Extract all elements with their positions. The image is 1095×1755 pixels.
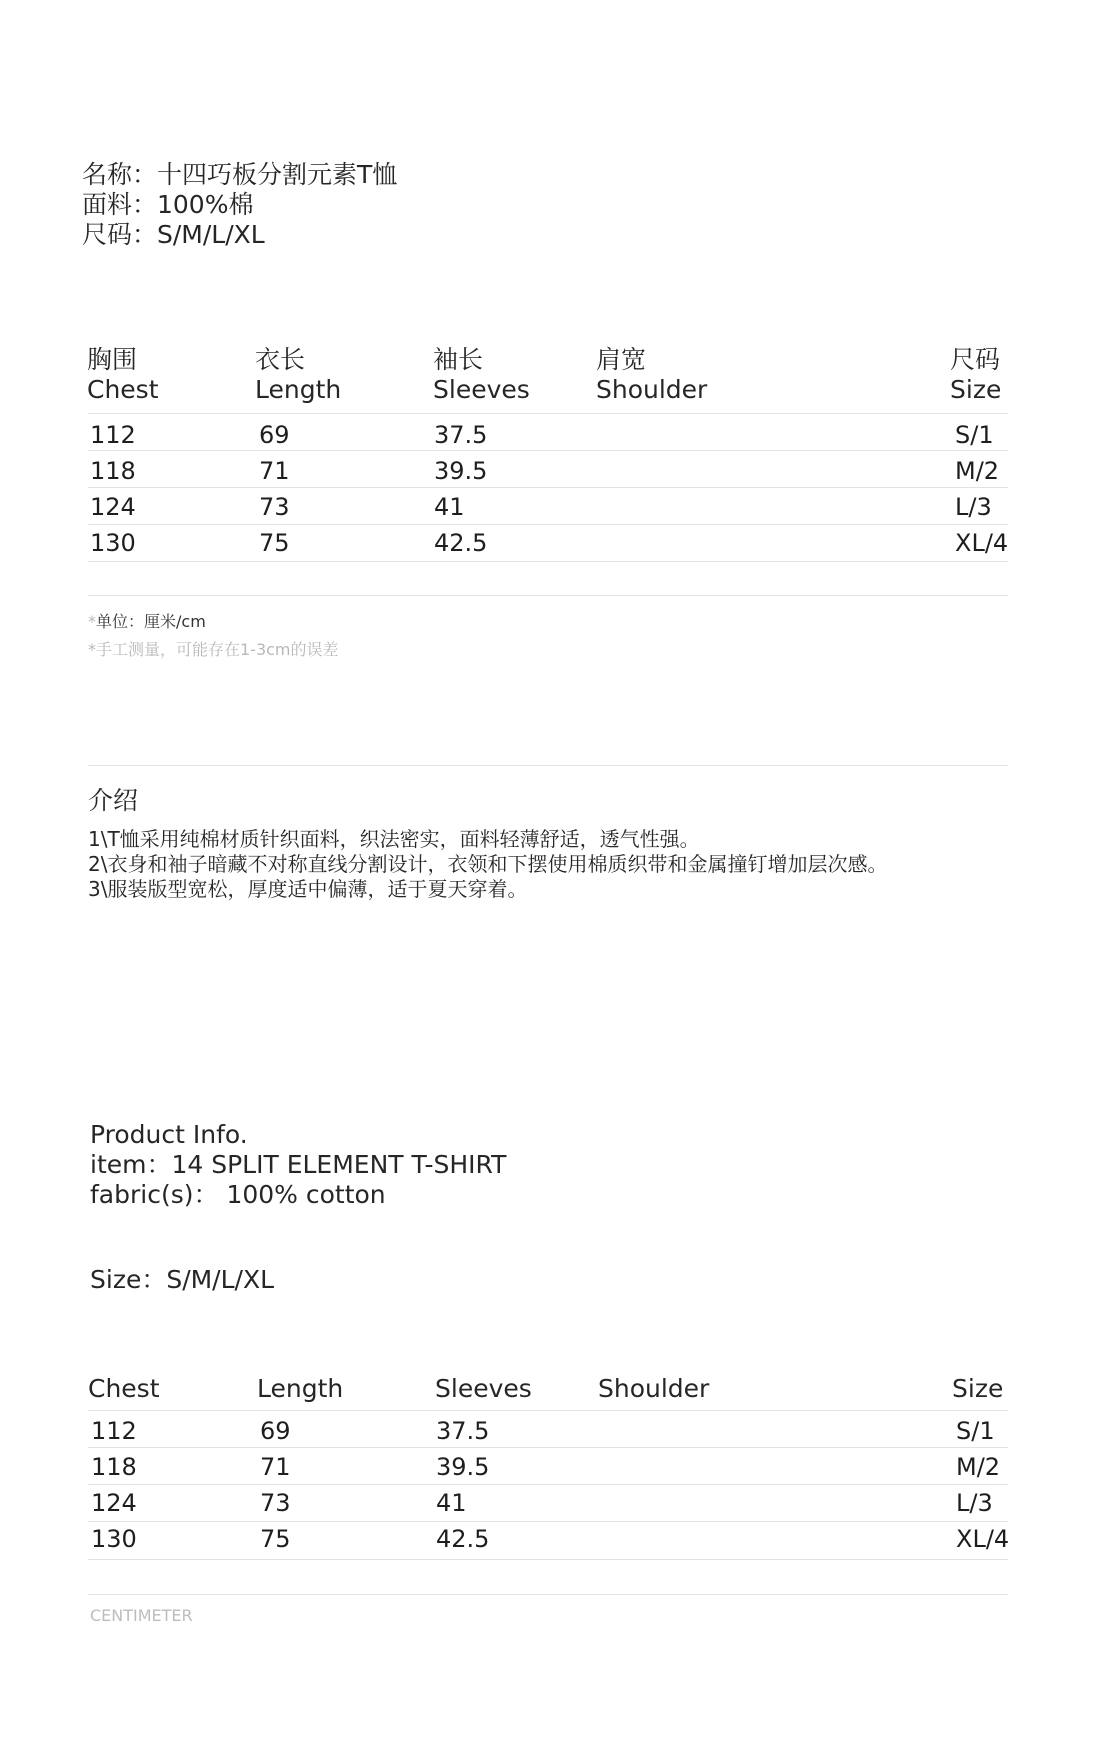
intro-line: 2\衣身和袖子暗藏不对称直线分割设计，衣领和下摆使用棉质织带和金属撞钉增加层次感。 bbox=[88, 852, 888, 876]
en-table-rule bbox=[88, 1484, 1008, 1485]
en-cell-sleeves-row3: 41 bbox=[436, 1489, 467, 1517]
cn-cell-size-row4: XL/4 bbox=[955, 529, 1009, 557]
cn-header-length-en: Length bbox=[255, 375, 342, 404]
cn-cell-chest-row3: 124 bbox=[90, 493, 136, 521]
cn-header-size-cn: 尺码 bbox=[950, 345, 1001, 374]
cn-cell-chest-row1: 112 bbox=[90, 421, 136, 449]
unit-note-text: 单位：厘米/cm bbox=[96, 612, 206, 631]
cn-product-name: 名称：十四巧板分割元素T恤 bbox=[82, 160, 398, 189]
en-product-heading: Product Info. bbox=[90, 1120, 248, 1149]
cn-table-rule bbox=[88, 561, 1008, 562]
en-cell-length-row2: 71 bbox=[260, 1453, 291, 1481]
cn-header-length bbox=[255, 345, 341, 405]
cn-header-sleeves-en: Sleeves bbox=[433, 375, 530, 404]
en-product-size: Size：S/M/L/XL bbox=[90, 1265, 275, 1294]
en-product-fabric: fabric(s)： 100% cotton bbox=[90, 1180, 386, 1209]
intro-title: 介绍 bbox=[88, 786, 139, 815]
en-cell-sleeves-row2: 39.5 bbox=[436, 1453, 490, 1481]
cn-cell-sleeves-row1: 37.5 bbox=[434, 421, 488, 449]
intro-line: 3\服装版型宽松，厚度适中偏薄，适于夏天穿着。 bbox=[88, 877, 528, 901]
cn-table-rule bbox=[88, 524, 1008, 525]
cn-product-fabric: 面料：100%棉 bbox=[82, 190, 254, 219]
cn-header-sleeves-cn: 袖长 bbox=[433, 345, 484, 374]
cn-cell-length-row2: 71 bbox=[259, 457, 290, 485]
cn-header-chest bbox=[87, 345, 159, 405]
en-cell-length-row1: 69 bbox=[260, 1417, 291, 1445]
cn-table-rule bbox=[88, 450, 1008, 451]
en-cell-size-row4: XL/4 bbox=[956, 1525, 1010, 1553]
tolerance-note: *手工测量，可能存在1-3cm的误差 bbox=[88, 640, 339, 659]
en-cell-chest-row1: 112 bbox=[91, 1417, 137, 1445]
cn-header-shoulder-en: Shoulder bbox=[596, 375, 708, 404]
cn-cell-sleeves-row4: 42.5 bbox=[434, 529, 488, 557]
cn-header-shoulder bbox=[596, 345, 707, 405]
cn-table-rule bbox=[88, 413, 1008, 414]
en-table-rule bbox=[88, 1447, 1008, 1448]
cn-cell-size-row3: L/3 bbox=[955, 493, 992, 521]
cn-cell-length-row3: 73 bbox=[259, 493, 290, 521]
cn-header-chest-en: Chest bbox=[87, 375, 159, 404]
cn-cell-sleeves-row2: 39.5 bbox=[434, 457, 488, 485]
en-table-bottom-rule bbox=[88, 1594, 1008, 1595]
cn-cell-sleeves-row3: 41 bbox=[434, 493, 465, 521]
intro-divider bbox=[88, 765, 1008, 766]
unit-note bbox=[88, 612, 206, 632]
cn-header-size bbox=[950, 345, 1001, 405]
cn-cell-length-row1: 69 bbox=[259, 421, 290, 449]
cn-header-shoulder-cn: 肩宽 bbox=[596, 345, 647, 374]
cn-header-length-cn: 衣长 bbox=[255, 345, 306, 374]
en-cell-length-row3: 73 bbox=[260, 1489, 291, 1517]
en-header-chest: Chest bbox=[88, 1374, 160, 1403]
en-table-rule bbox=[88, 1410, 1008, 1411]
cn-cell-size-row2: M/2 bbox=[955, 457, 1000, 485]
en-header-length: Length bbox=[257, 1374, 344, 1403]
en-cell-sleeves-row1: 37.5 bbox=[436, 1417, 490, 1445]
cn-cell-length-row4: 75 bbox=[259, 529, 290, 557]
cn-cell-chest-row4: 130 bbox=[90, 529, 136, 557]
en-header-shoulder: Shoulder bbox=[598, 1374, 710, 1403]
en-cell-chest-row3: 124 bbox=[91, 1489, 137, 1517]
en-cell-size-row3: L/3 bbox=[956, 1489, 993, 1517]
cn-header-size-en: Size bbox=[950, 375, 1002, 404]
en-cell-chest-row2: 118 bbox=[91, 1453, 137, 1481]
en-table-rule bbox=[88, 1521, 1008, 1522]
unit-footer: CENTIMETER bbox=[90, 1606, 193, 1625]
en-cell-size-row1: S/1 bbox=[956, 1417, 995, 1445]
en-cell-sleeves-row4: 42.5 bbox=[436, 1525, 490, 1553]
cn-cell-chest-row2: 118 bbox=[90, 457, 136, 485]
en-cell-chest-row4: 130 bbox=[91, 1525, 137, 1553]
cn-product-size: 尺码：S/M/L/XL bbox=[82, 220, 265, 249]
intro-line: 1\T恤采用纯棉材质针织面料，织法密实，面料轻薄舒适，透气性强。 bbox=[88, 827, 700, 851]
cn-table-rule bbox=[88, 487, 1008, 488]
cn-table-bottom-rule bbox=[88, 595, 1008, 596]
en-product-item: item：14 SPLIT ELEMENT T-SHIRT bbox=[90, 1150, 507, 1179]
en-cell-length-row4: 75 bbox=[260, 1525, 291, 1553]
cn-header-sleeves bbox=[433, 345, 530, 405]
en-cell-size-row2: M/2 bbox=[956, 1453, 1001, 1481]
en-header-size: Size bbox=[952, 1374, 1004, 1403]
cn-cell-size-row1: S/1 bbox=[955, 421, 994, 449]
en-table-rule bbox=[88, 1559, 1008, 1560]
en-header-sleeves: Sleeves bbox=[435, 1374, 532, 1403]
asterisk-icon: * bbox=[88, 612, 96, 631]
cn-header-chest-cn: 胸围 bbox=[87, 345, 138, 374]
